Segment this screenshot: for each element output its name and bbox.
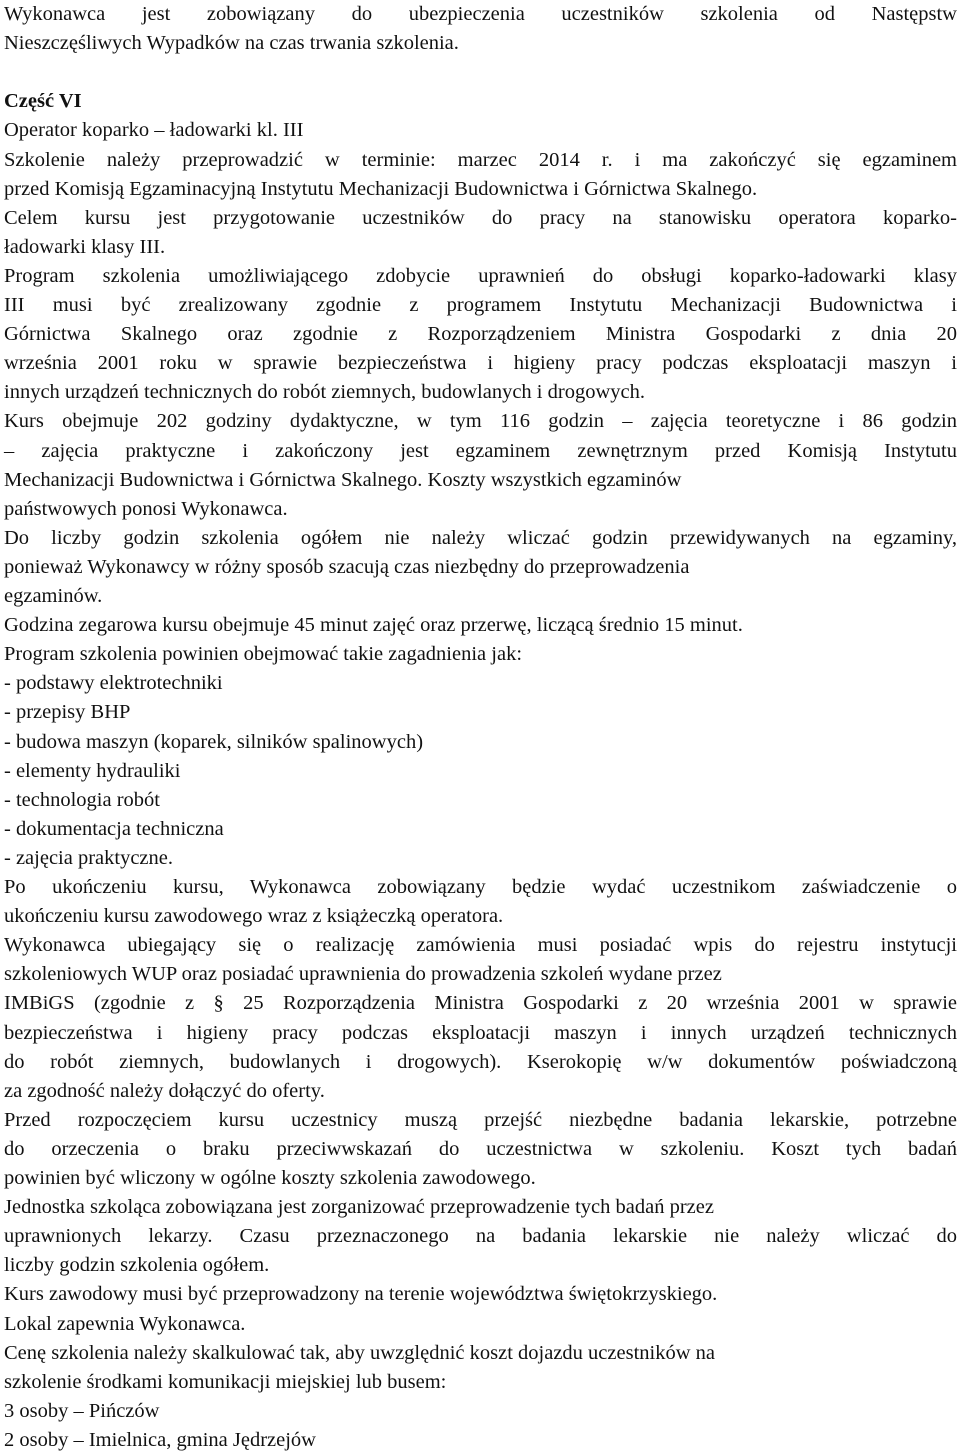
document-line: za zgodność należy dołączyć do oferty. — [4, 1079, 325, 1102]
document-line: Przed rozpoczęciem kursu uczestnicy muszą przejść niezbędne badania lekarskie, potrzebne — [4, 1108, 957, 1131]
document-line: Mechanizacji Budownictwa i Górnictwa Skalnego. Koszty wszystkich egzaminów — [4, 468, 682, 491]
document-line: Po ukończeniu kursu, Wykonawca zobowiązany będzie wydać uczestnikom zaświadczenie o — [4, 876, 957, 898]
document-line: Godzina zegarowa kursu obejmuje 45 minut zajęć oraz przerwę, liczącą średnio 15 minut. — [4, 614, 743, 637]
document-line: Celem kursu jest przygotowanie uczestników do pracy na stanowisku operatora koparko- — [4, 206, 957, 229]
document-line: Do liczby godzin szkolenia ogółem nie należy wliczać godzin przewidywanych na egzaminy, — [4, 526, 957, 549]
document-line: szkoleniowych WUP oraz posiadać uprawnienia do prowadzenia szkoleń wydane przez — [4, 963, 722, 986]
document-line: 2 osoby – Imielnica, gmina Jędrzejów — [4, 1428, 316, 1451]
document-line: do robót ziemnych, budowlanych i drogowych). Kserokopię w/w dokumentów poświadczoną — [4, 1050, 957, 1073]
document-line: ukończeniu kursu zawodowego wraz z książeczką operatora. — [4, 905, 504, 928]
document-line: ponieważ Wykonawcy w różny sposób szacują czas niezbędny do przeprowadzenia — [4, 555, 690, 578]
document-line: Lokal zapewnia Wykonawca. — [4, 1312, 246, 1335]
document-line: Wykonawca jest zobowiązany do ubezpieczenia uczestników szkolenia od Następstw — [4, 3, 957, 25]
document-line: powinien być wliczony w ogólne koszty szkolenia zawodowego. — [4, 1167, 536, 1189]
document-line: Kurs obejmuje 202 godziny dydaktyczne, w tym 116 godzin – zajęcia teoretyczne i 86 godzin — [4, 410, 957, 433]
document-line: Program szkolenia powinien obejmować takie zagadnienia jak: — [4, 643, 523, 666]
document-line: szkolenie środkami komunikacji miejskiej lub busem: — [4, 1370, 447, 1393]
document-line: Górnictwa Skalnego oraz zgodnie z Rozporządzeniem Ministra Gospodarki z dnia 20 — [4, 323, 957, 346]
document-line: - dokumentacja techniczna — [4, 817, 224, 840]
document-line: - elementy hydrauliki — [4, 759, 181, 782]
document-line: przed Komisją Egzaminacyjną Instytutu Mechanizacji Budownictwa i Górnictwa Skalnego. — [4, 177, 758, 200]
document-line: egzaminów. — [4, 585, 103, 607]
document-line: - przepisy BHP — [4, 701, 131, 724]
document-line: państwowych ponosi Wykonawca. — [4, 497, 288, 520]
document-line: - technologia robót — [4, 788, 160, 811]
document-line: Kurs zawodowy musi być przeprowadzony na terenie województwa świętokrzyskiego. — [4, 1283, 718, 1306]
section-heading: Część VI — [4, 90, 82, 113]
document-line: - zajęcia praktyczne. — [4, 846, 174, 869]
document-line: Nieszczęśliwych Wypadków na czas trwania szkolenia. — [4, 32, 459, 55]
document-line: - budowa maszyn (koparek, silników spalinowych) — [4, 730, 424, 753]
document-line: bezpieczeństwa i higieny pracy podczas eksploatacji maszyn i innych urządzeń technicznych — [4, 1021, 957, 1044]
document-line: Cenę szkolenia należy skalkulować tak, aby uwzględnić koszt dojazdu uczestników na — [4, 1341, 715, 1364]
document-line: Wykonawca ubiegający się o realizację zamówienia musi posiadać wpis do rejestru instytucji — [4, 934, 957, 957]
document-line: innych urządzeń technicznych do robót ziemnych, budowlanych i drogowych. — [4, 381, 645, 404]
document-line: uprawnionych lekarzy. Czasu przeznaczonego na badania lekarskie nie należy wliczać do — [4, 1225, 957, 1248]
document-line: III musi być zrealizowany zgodnie z programem Instytutu Mechanizacji Budownictwa i — [4, 294, 957, 316]
document-line: – zajęcia praktyczne i zakończony jest egzaminem zewnętrznym przed Komisją Instytutu — [4, 439, 957, 462]
document-line: IMBiGS (zgodnie z § 25 Rozporządzenia Ministra Gospodarki z 20 września 2001 w sprawie — [4, 992, 957, 1015]
document-line: ładowarki klasy III. — [4, 235, 166, 258]
document-line: września 2001 roku w sprawie bezpieczeństwa i higieny pracy podczas eksploatacji maszyn i — [4, 352, 957, 375]
document-line: 3 osoby – Pińczów — [4, 1399, 160, 1422]
document-line: Program szkolenia umożliwiającego zdobycie uprawnień do obsługi koparko-ładowarki klasy — [4, 264, 957, 287]
document-line: do orzeczenia o braku przeciwwskazań do uczestnictwa w szkoleniu. Koszt tych badań — [4, 1137, 957, 1160]
document-line: - podstawy elektrotechniki — [4, 672, 223, 695]
document-line: liczby godzin szkolenia ogółem. — [4, 1254, 270, 1277]
document-line: Szkolenie należy przeprowadzić w terminie: marzec 2014 r. i ma zakończyć się egzaminem — [4, 148, 957, 171]
document-line: Jednostka szkoląca zobowiązana jest zorganizować przeprowadzenie tych badań przez — [4, 1196, 714, 1219]
document-line: Operator koparko – ładowarki kl. III — [4, 119, 304, 142]
